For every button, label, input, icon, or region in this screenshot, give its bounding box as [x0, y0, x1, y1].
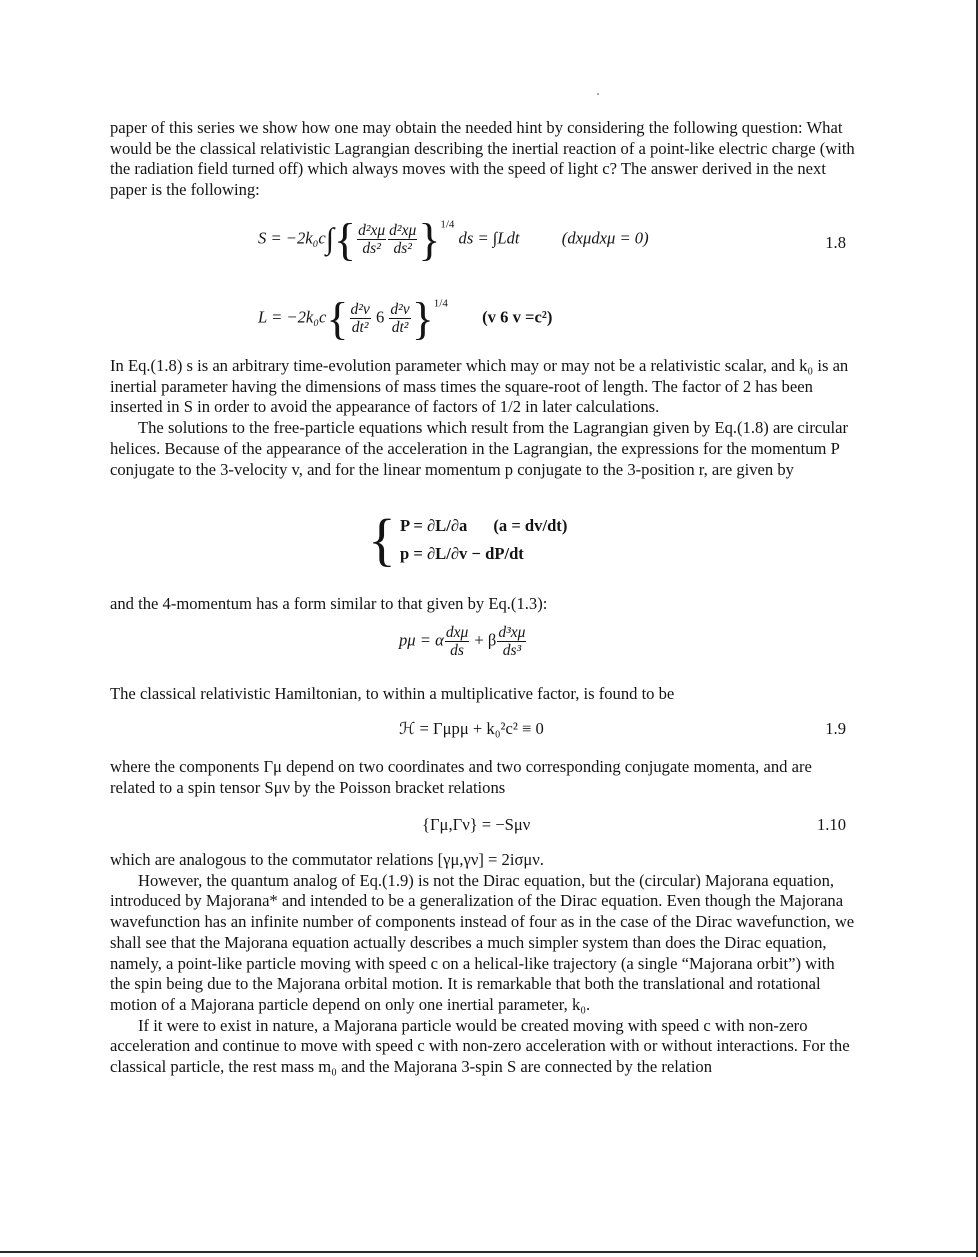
scan-speck [597, 93, 599, 95]
paragraph-components: where the components Γμ depend on two coordinates and two corresponding conjugate momenta, and are related to a spin tensor Sμν by the Poisson bracket relations [110, 757, 812, 797]
fraction: $\frac{\text{d²v}}{\text{dt²}}$ [350, 301, 370, 336]
fraction: $\frac{\text{d²xμ}}{\text{ds²}}$ [389, 222, 417, 257]
fraction: $\frac{\text{d²xμ}}{\text{ds²}}$ [358, 222, 386, 257]
equation-momenta: { P = ∂L/∂a (a = dv/dt) p = ∂L/∂v − dP/dt [368, 507, 568, 572]
left-brace: { [368, 507, 396, 572]
paragraph-hamiltonian: The classical relativistic Hamiltonian, to within a multiplicative factor, is found to be [110, 684, 675, 703]
paragraph-4momentum: and the 4-momentum has a form similar to that given by Eq.(1.3): [110, 594, 548, 613]
equation-poisson-bracket: {Γμ,Γν} = −Sμν [422, 815, 531, 834]
equation-4momentum: pμ = α $\frac{\text{dxμ}}{ds}$ + β $\frac{\text{d³xμ}}{\text{ds³}}$ [399, 624, 526, 659]
paragraph-majorana: which are analogous to the commutator relations [γμ,γν] = 2iσμν. However, the quantum analog of Eq.(1.9) is not the Dirac equation, but the (circular) Majorana equation, introduced by Majorana* and intended to be a generalization of the Dirac equation. Even though the Majorana wavefunction has an infinite number of components instead of four as in the case of the Dirac wavefunction, we shall see that the Majorana equation actually describes a much simpler system than does the Dirac equation, namely, a point-like particle moving with speed c on a helical-like trajectory (a single “Majorana orbit”) with the spin being due to the Majorana orbital motion. It is remarkable that both the translational and rotational motion of a Majorana particle depend on only one inertial parameter, k₀. If it were to exist in nature, a Majorana particle would be created moving with speed c with non-zero acceleration and continue to move with speed c with non-zero acceleration with or without interactions. For the classical particle, the rest mass m₀ and the Majorana 3-spin S are connected by the relation [110, 850, 855, 1077]
equation-number-1-9: 1.9 [825, 719, 846, 738]
equation-lagrangian-L: L = −2k₀c{ $\frac{\text{d²v}}{\text{dt²}}$ 6 $\frac{\text{d²v}}{\text{dt²}}$ }$^{1/4}$ (v 6 v =c²) [258, 293, 553, 344]
fraction: $\frac{\text{dxμ}}{ds}$ [445, 624, 469, 659]
paragraph-intro: paper of this series we show how one may obtain the needed hint by considering the following question: What would be the classical relativistic Lagrangian describing the inertial reaction of a point-like electric charge (with the radiation field turned off) which always moves with the speed of light c? The answer derived in the next paper is the following: [110, 118, 855, 200]
equation-number-1-8: 1.8 [825, 233, 846, 252]
fraction: $\frac{\text{d³xμ}}{\text{ds³}}$ [498, 624, 526, 659]
paragraph-parameters: In Eq.(1.8) s is an arbitrary time-evolution parameter which may or may not be a relativistic scalar, and k₀ is an inertial parameter having the dimensions of mass times the square-root of length. The factor of 2 has been inserted in S in order to avoid the appearance of factors of 1/2 in later calculations. The solutions to the free-particle equations which result from the Lagrangian given by Eq.(1.8) are circular helices. Because of the appearance of the acceleration in the Lagrangian, the expressions for the momentum P conjugate to the 3-velocity v, and for the linear momentum p conjugate to the 3-position r, are given by [110, 356, 849, 479]
page-edge-bottom [0, 1251, 978, 1253]
equation-hamiltonian: ℋ = Γμpμ + k₀²c² ≡ 0 [399, 719, 544, 738]
fraction: $\frac{\text{d²v}}{\text{dt²}}$ [390, 301, 410, 336]
equation-number-1-10: 1.10 [816, 815, 846, 834]
equation-action-S: S = −2k₀c∫{ $\frac{\text{d²xμ}}{\text{ds²}}$ $\frac{\text{d²xμ}}{\text{ds²}}$ }$^{1/4}$ ds = ∫Ldt (dxμdxμ = 0) [258, 214, 649, 265]
